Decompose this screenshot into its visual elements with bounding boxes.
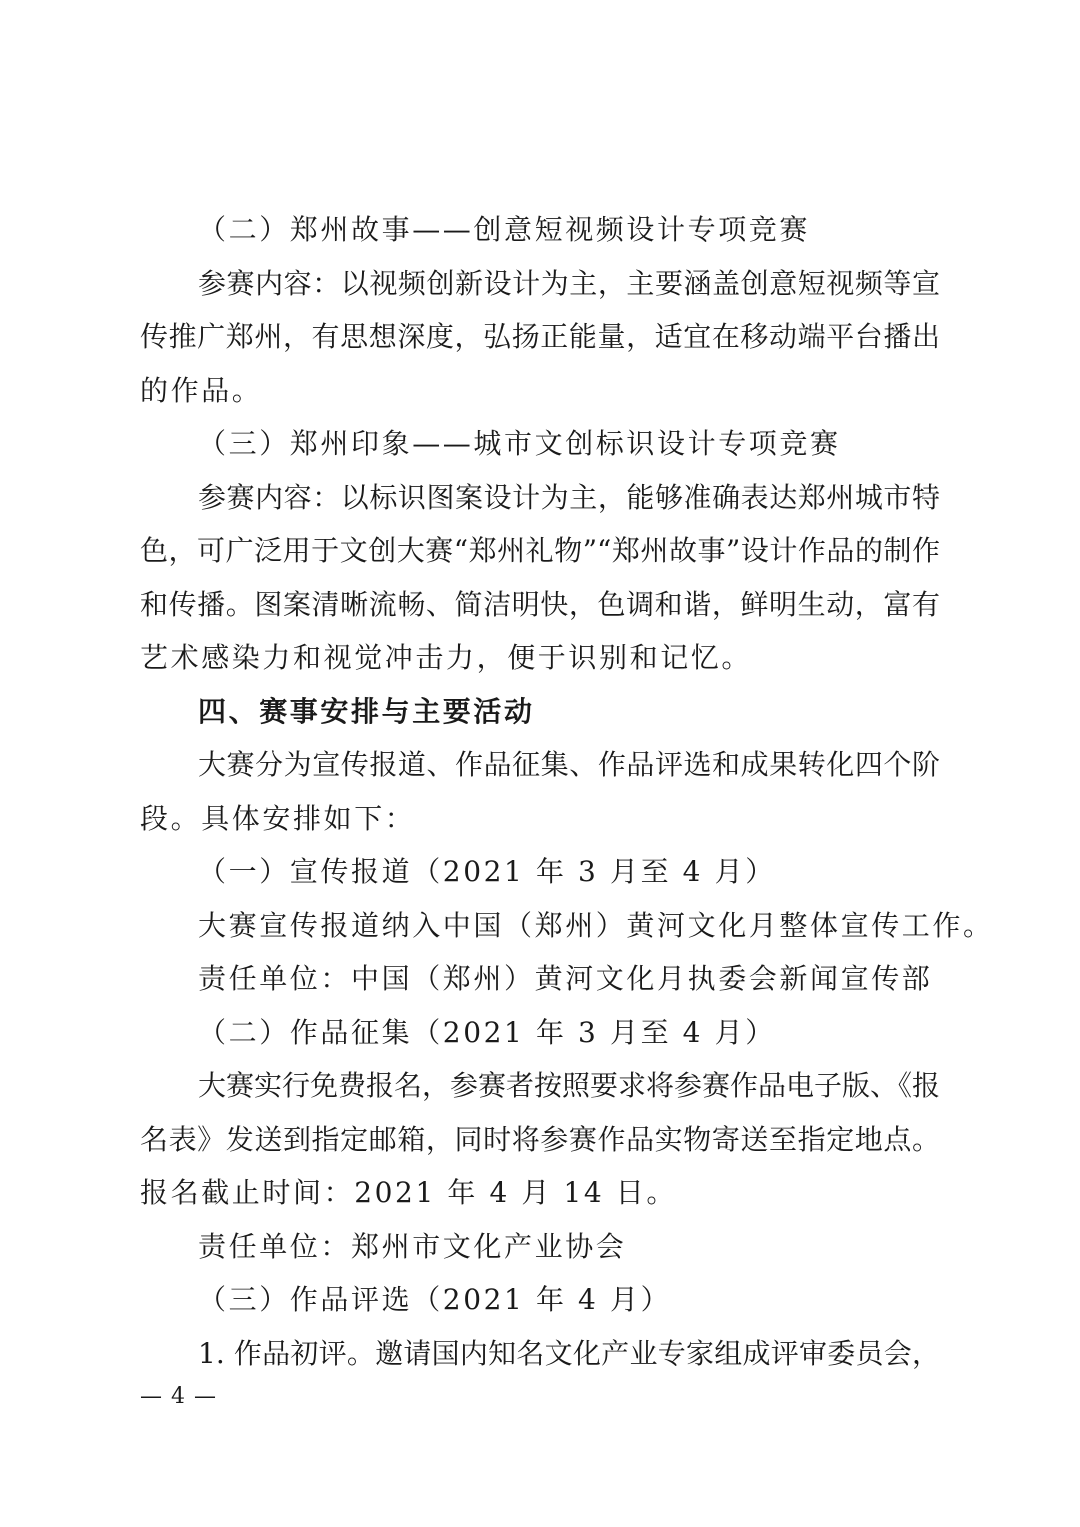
paragraph-line: 大赛分为宣传报道、作品征集、作品评选和成果转化四个阶: [198, 748, 940, 781]
section-heading-publicity: （一）宣传报道（2021 年 3 月至 4 月）: [198, 855, 776, 888]
paragraph-line: 报名截止时间：2021 年 4 月 14 日。: [140, 1176, 678, 1209]
section-heading-zhengzhou-story: （二）郑州故事——创意短视频设计专项竞赛: [198, 213, 811, 246]
paragraph-line: 名表》发送到指定邮箱，同时将参赛作品实物寄送至指定地点。: [140, 1122, 940, 1156]
chapter-heading-schedule: 四、赛事安排与主要活动: [198, 694, 535, 728]
page-number: — 4 —: [140, 1384, 217, 1409]
paragraph-line: 参赛内容：以视频创新设计为主，主要涵盖创意短视频等宣: [198, 266, 940, 300]
paragraph-line: 责任单位：郑州市文化产业协会: [198, 1229, 627, 1263]
document-body: [140, 203, 994, 1380]
paragraph-line: 段。具体安排如下：: [140, 801, 416, 835]
paragraph-line: 1. 作品初评。邀请国内知名文化产业专家组成评审委员会，: [198, 1336, 940, 1370]
section-heading-evaluation: （三）作品评选（2021 年 4 月）: [198, 1283, 672, 1316]
paragraph-line: 参赛内容：以标识图案设计为主，能够准确表达郑州城市特: [198, 480, 940, 514]
paragraph-line: 艺术感染力和视觉冲击力，便于识别和记忆。: [140, 641, 753, 674]
section-heading-collection: （二）作品征集（2021 年 3 月至 4 月）: [198, 1015, 776, 1049]
paragraph-line: 传推广郑州，有思想深度，弘扬正能量，适宜在移动端平台播出: [140, 320, 940, 353]
paragraph-line: 大赛实行免费报名，参赛者按照要求将参赛作品电子版、《报: [198, 1069, 941, 1102]
paragraph-line: 责任单位：中国（郑州）黄河文化月执委会新闻宣传部: [198, 962, 933, 995]
paragraph-line: 大赛宣传报道纳入中国（郑州）黄河文化月整体宣传工作。: [198, 908, 994, 942]
paragraph-line: 色，可广泛用于文创大赛“郑州礼物”“郑州故事”设计作品的制作: [140, 534, 940, 567]
paragraph-line: 的作品。: [140, 373, 263, 407]
paragraph-line: 和传播。图案清晰流畅、简洁明快，色调和谐，鲜明生动，富有: [140, 587, 940, 621]
section-heading-zhengzhou-impression: （三）郑州印象——城市文创标识设计专项竞赛: [198, 427, 841, 460]
